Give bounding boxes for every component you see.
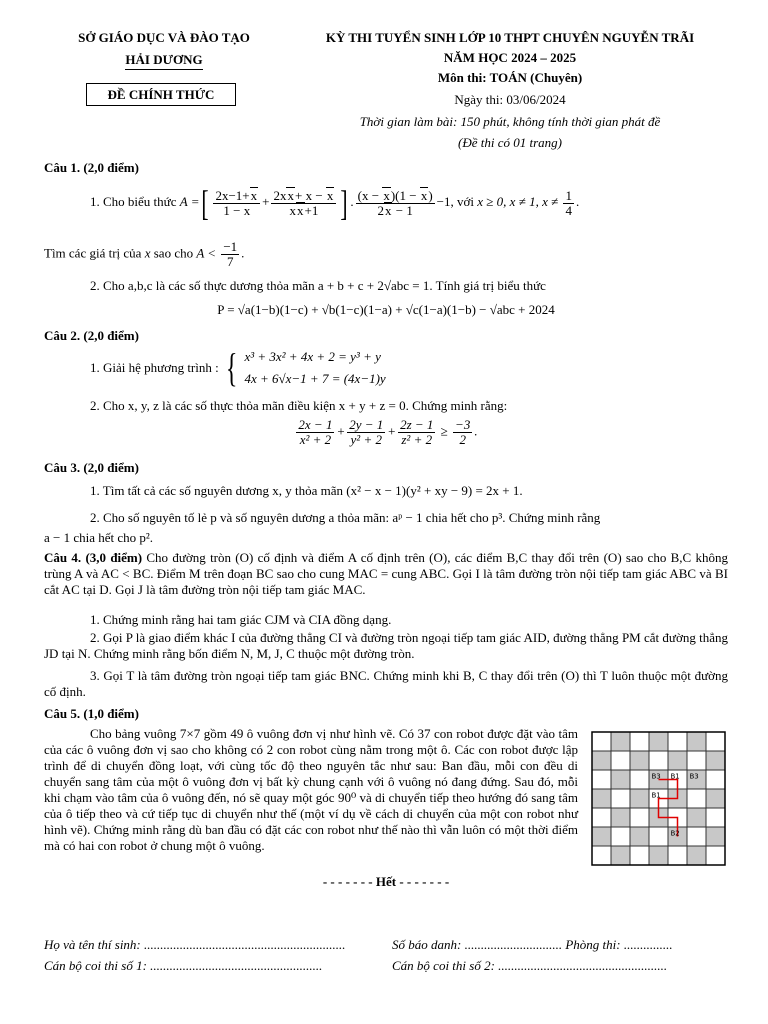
q1-find-text2: sao cho (153, 245, 194, 261)
grid-cell (668, 732, 687, 751)
candidate-name-field: Họ và tên thí sinh: .............................................................. (44, 937, 346, 952)
school-year: NĂM HỌC 2024 – 2025 (443, 50, 577, 65)
grid-cell (592, 827, 611, 846)
grid-cell (611, 789, 630, 808)
proctor1-label: Cán bộ coi thi số 1: (44, 958, 147, 973)
robot-grid-svg (590, 730, 728, 868)
grid-cell (611, 770, 630, 789)
q3-part2b: a − 1 chia hết cho p². (44, 530, 154, 545)
region-text: HẢI DƯƠNG (125, 52, 202, 70)
grid-cell (592, 770, 611, 789)
candidate-name-label: Họ và tên thí sinh: (44, 937, 141, 952)
grid-cell (706, 789, 725, 808)
grid-cell (687, 846, 706, 865)
grid-cell (592, 808, 611, 827)
grid-cell (649, 827, 668, 846)
grid-cell (706, 827, 725, 846)
q4-part3: 3. Gọi T là tâm đường tròn ngoại tiếp tam giác BNC. Chứng minh khi B, C thay đổi trên (O) thì T luôn thuộc một đường cố định. (44, 668, 728, 699)
grid-cell (706, 751, 725, 770)
q2-inequality: $\frac{2x - 1}{\text{x² + 2}}$ + $\frac{2y - 1}{\text{y² + 2}}$ + $\frac{2z - 1}{\text{z² + 2}}$ ≥ $\frac{-3}{2}$ . (298, 417, 478, 447)
robot-grid-figure (590, 730, 728, 868)
grid-cell (649, 846, 668, 865)
grid-cell (687, 808, 706, 827)
q3-part2: 2. Cho số nguyên tố lẻ p và số nguyên dương a thỏa mãn: aᵖ − 1 chia hết cho p³. Chứng minh rằng (90, 510, 601, 525)
q1-title: Câu 1. (2,0 điểm) (44, 160, 139, 175)
grid-cell (592, 789, 611, 808)
q1-find-text: Tìm các giá trị của (44, 245, 142, 261)
grid-cell (649, 732, 668, 751)
q4-part1: 1. Chứng minh rằng hai tam giác CJM và CIA đồng dạng. (90, 612, 392, 627)
q2-system: 1. Giải hệ phương trình : { x³ + 3x² + 4x + 2 = y³ + y 4x + 6√x−1 + 7 = (4x−1)y (90, 345, 386, 390)
q3-title: Câu 3. (2,0 điểm) (44, 460, 139, 475)
q4-title: Câu 4. (3,0 điểm) (44, 550, 143, 565)
grid-cell (630, 827, 649, 846)
proctor2-label: Cán bộ coi thi số 2: (392, 958, 495, 973)
grid-cell (611, 808, 630, 827)
end-marker: - - - - - - - Hết - - - - - - - (322, 874, 450, 889)
grid-cell (706, 732, 725, 751)
grid-cell (592, 732, 611, 751)
grid-cell (706, 770, 725, 789)
official-label: ĐỀ CHÍNH THỨC (107, 87, 215, 102)
exam-title: KỲ THI TUYỂN SINH LỚP 10 THPT CHUYÊN NGUYỄN TRÃI (325, 30, 695, 45)
dept-name: SỞ GIÁO DỤC VÀ ĐÀO TẠO (78, 30, 250, 45)
page-count: (Đề thi có 01 trang) (458, 135, 562, 150)
q4-intro-text: Cho đường tròn (O) cố định và điểm A cố định trên (O), các điểm B,C thay đổi trên (O) sao cho B,C không trùng A và AC < BC. Điểm M trên đoạn BC sao cho cung MAC = cung ABC. Gọi I là tâm đường tròn nội tiếp tam giác ABC và BI cắt AC tại D. Gọi J là tâm đường tròn nội tiếp tam giác MAC. (44, 550, 729, 597)
q2-eq2: 4x + 6√x−1 + 7 = (4x−1)y (244, 371, 386, 386)
grid-cell (592, 846, 611, 865)
robot-label: B3 (651, 772, 661, 781)
duration: Thời gian làm bài: 150 phút, không tính thời gian phát đề (359, 114, 661, 129)
robot-label: B1 (651, 791, 661, 800)
proctor1-field: Cán bộ coi thi số 1: ..................................................... (44, 958, 323, 973)
grid-cell (649, 751, 668, 770)
q2-eq1: x³ + 3x² + 4x + 2 = y³ + y (244, 349, 381, 364)
q4-intro (44, 550, 728, 598)
q1-condition-label: , với (450, 193, 475, 209)
grid-cell (706, 846, 725, 865)
q3-part1: 1. Tìm tất cả các số nguyên dương x, y thỏa mãn (x² − x − 1)(y² + xy − 9) = 2x + 1. (90, 483, 523, 498)
robot-label: B2 (670, 829, 680, 838)
q4-part2: 2. Gọi P là giao điểm khác I của đường thẳng CI và đường tròn ngoại tiếp tam giác AID, đường thẳng PM cắt đường thẳng JD tại N. Chứng minh rằng bốn điểm N, M, J, C thuộc một đường tròn. (44, 630, 728, 661)
room-label: Phòng thi: (565, 937, 621, 952)
q1-find: Tìm các giá trị của x sao cho A < $\frac{-1}{7}$ . (44, 239, 245, 269)
grid-cell (630, 751, 649, 770)
grid-cell (592, 751, 611, 770)
grid-cell (611, 732, 630, 751)
region-name (44, 52, 284, 68)
candidate-number-field: Số báo danh: .............................. Phòng thi: ............... (392, 937, 673, 952)
q2-intro: 1. Giải hệ phương trình : (90, 360, 219, 375)
robot-label: B3 (689, 772, 699, 781)
proctor2-field: Cán bộ coi thi số 2: .................................................... (392, 958, 668, 973)
grid-cell (630, 846, 649, 865)
grid-cell (687, 789, 706, 808)
q1-expression: 1. Cho biểu thức A =[ $\frac{2x-1+x}{1 - x}$ + $\frac{2xx+ x - x}{xx+1}$ ] . $\frac{(x - x)(1 - x)}{2x - 1}$ −1, với x ≥ 0, x ≠ 1, x ≠ $\frac{1}{4}$ . (90, 183, 580, 223)
grid-cell (630, 770, 649, 789)
grid-cell (611, 827, 630, 846)
grid-cell (706, 808, 725, 827)
q2-title: Câu 2. (2,0 điểm) (44, 328, 139, 343)
subject: Môn thi: TOÁN (Chuyên) (437, 70, 583, 85)
q1-part2: 2. Cho a,b,c là các số thực dương thỏa mãn a + b + c + 2√abc = 1. Tính giá trị biểu thức (90, 278, 546, 293)
robot-label: B1 (670, 772, 680, 781)
grid-cell (611, 751, 630, 770)
grid-cell (687, 732, 706, 751)
grid-cell (687, 827, 706, 846)
grid-cell (630, 789, 649, 808)
grid-cell (630, 732, 649, 751)
grid-cell (668, 846, 687, 865)
exam-date: Ngày thi: 03/06/2024 (454, 92, 566, 107)
grid-cell (630, 808, 649, 827)
q2-part2: 2. Cho x, y, z là các số thực thỏa mãn điều kiện x + y + z = 0. Chứng minh rằng: (90, 398, 508, 413)
grid-cell (668, 751, 687, 770)
candidate-number-label: Số báo danh: (392, 937, 462, 952)
grid-cell (687, 751, 706, 770)
q1-intro: 1. Cho biểu thức (90, 193, 177, 209)
q5-text: Cho bảng vuông 7×7 gồm 49 ô vuông đơn vị như hình vẽ. Có 37 con robot được đặt vào tâm của các ô vuông đơn vị sao cho không có 2 con robot cùng nằm trong một ô. Các con robot được lập trình để di chuyển đồng loạt, với cùng tốc độ theo nguyên tắc như sau: Ban đầu, mỗi con đều di chuyển sang tâm của một ô vuông đơn vị bất kỳ chung cạnh với ô vuông nó đang đứng. Sau đó, mỗi khi chạm vào tâm của ô vuông đến, nó sẽ quay một góc 90⁰ và di chuyển tiếp theo hướng đó sang tâm của ô tiếp theo và cứ tiếp tục di chuyển như thế (một ví dụ về cách di chuyển của một con robot như hình vẽ). Chứng minh rằng dù ban đầu có đặt các con robot như thế nào thì vẫn luôn có một thời điểm mà có hai con robot ở chung một ô vuông. (44, 726, 578, 853)
q5-title: Câu 5. (1,0 điểm) (44, 706, 139, 721)
q1-p-expression: P = √a(1−b)(1−c) + √b(1−c)(1−a) + √c(1−a)(1−b) − √abc + 2024 (217, 302, 555, 317)
grid-cell (611, 846, 630, 865)
